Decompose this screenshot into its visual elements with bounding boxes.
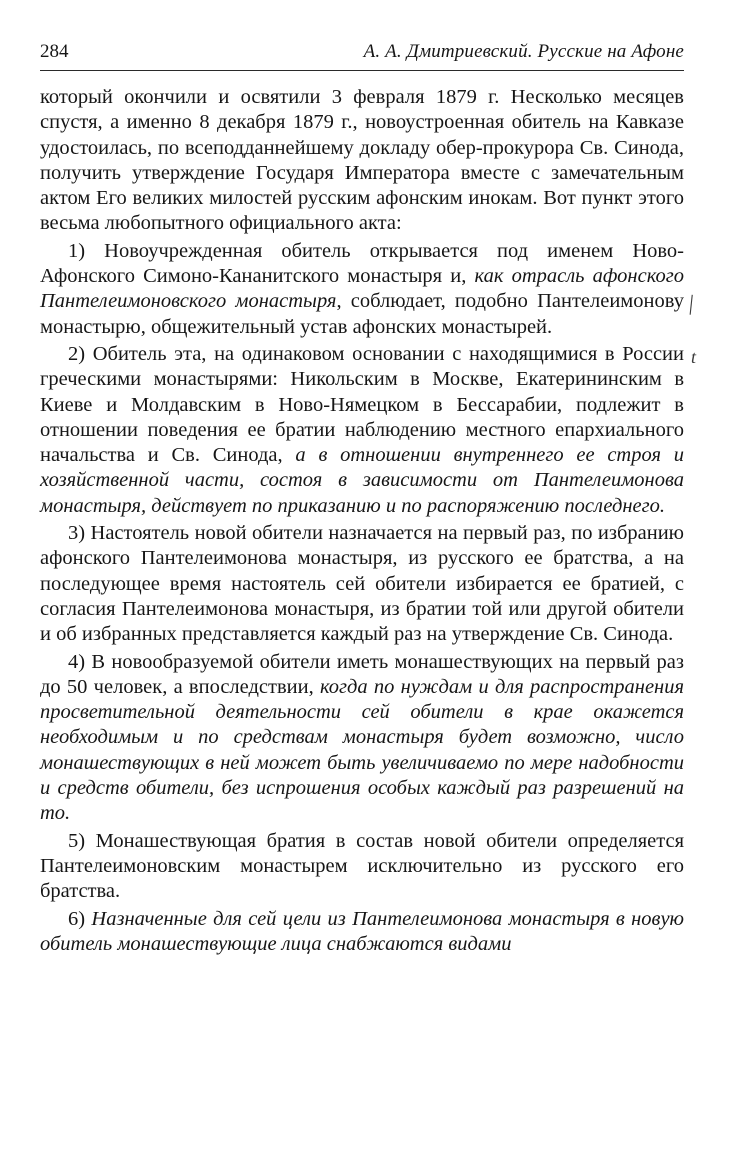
item-6-emphasis: Назначенные для сей цели из Пантелеимонова монастыря в новую обитель монашествующие лица снабжаются видами [40,907,685,955]
item-4-emphasis: когда по нуждам и для распространения просветительной деятельности сей обители в крае окажется необходимым и по средствам монастыря будет возможно, число монашествующих в ней может быть увеличиваемо по мере надобности и средств обители, без испрошения особых каждый раз разрешений на то. [40,675,685,825]
body-text [40,85,684,957]
intro-text: который окончили и освятили 3 февраля 1879 г. Несколько месяцев спустя, а именно 8 декабря 1879 г., новоустроенная обитель на Кавказе удостоилась, по всеподданнейшему докладу обер-прокурора Св. Синода, получить утверждение Государя Императора вместе с замечательным актом Его великих милостей русским афонским инокам. Вот пункт этого весьма любопытного официального акта: [40,86,684,235]
paragraph-item-6 [40,907,684,958]
running-head: А. А. Дмитриевский. Русские на Афоне [363,41,684,62]
paragraph-item-5 [40,829,684,905]
page-number: 284 [40,41,69,62]
item-6-text-a: 6) [68,907,92,930]
margin-mark-bracket: | [686,289,696,316]
paragraph-item-2 [40,342,684,519]
paragraph-item-4 [40,650,684,827]
item-1-emphasis: как отрасль афонского Пантелеимоновского монастыря [40,265,684,313]
item-1-text-b: , соблюдает, подобно Пантелеимонову монастырю, общежительный устав афонских монастырей. [40,290,684,338]
paragraph-item-3 [40,521,684,647]
intro-paragraph [40,85,684,237]
item-2-text-a: 2) Обитель эта, на одинаковом основании с находящимися в России греческими монастырями: Никольским в Москве, Екатерининским в Киеве и Молдавским в Ново-Нямецком в Бессарабии, подлежит в отношении поведения ее братии наблюдению местного епархиального начальства и Св. Синода, [40,342,684,467]
item-5-text: 5) Монашествующая братия в состав новой обители определяется Пантелеимоновским монастырем исключительно из русского его братства. [40,829,684,903]
item-3-text: 3) Настоятель новой обители назначается на первый раз, по избранию афонского Пантелеимонова монастыря, из русского ее братства, а на последующее время настоятель сей обители избирается ее братией, с согласия Пантелеимонова монастыря, из братии той или другой обители и об избранных представляется каждый раз на утверждение Св. Синода. [40,522,684,646]
page-header [40,40,684,71]
item-4-text-a: 4) В новообразуемой обители иметь монашествующих на первый раз до 50 человек, а впоследствии, [40,650,684,698]
paragraph-item-1 [40,239,684,340]
item-2-emphasis: а в отношении внутреннего ее строя и хозяйственной части, состоя в зависимости от Пантелеимонова монастыря, действует по приказанию и по распоряжению последнего. [40,444,684,517]
margin-mark-letter: t [691,347,697,367]
item-1-text-a: 1) Новоучрежденная обитель открывается под именем Ново-Афонского Симоно-Кананитского монастыря и, [40,239,684,288]
